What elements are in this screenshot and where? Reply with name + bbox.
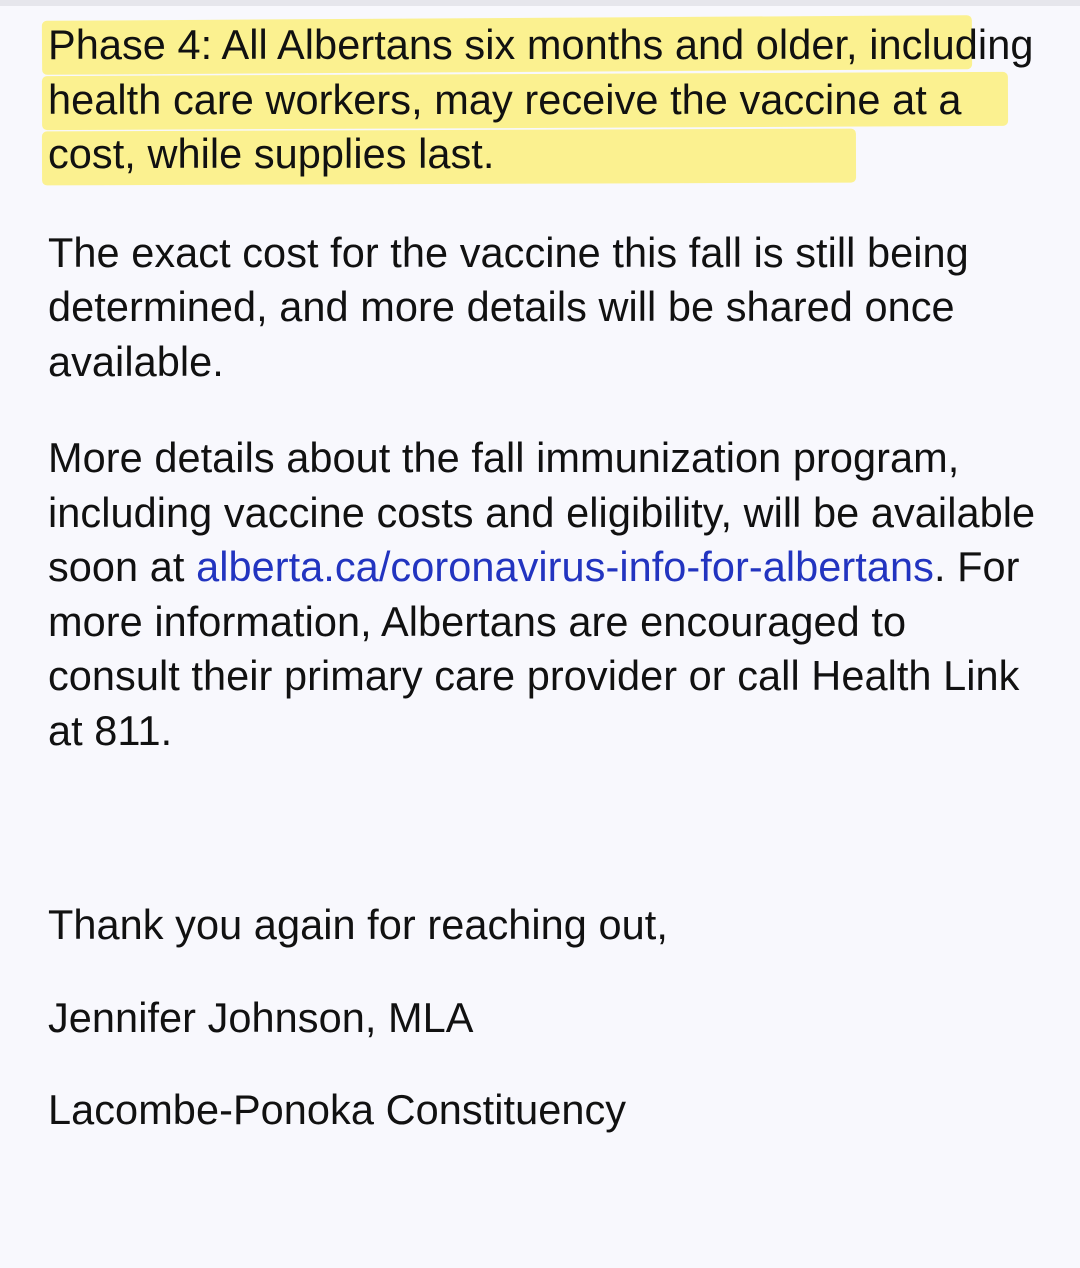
more-info-text: . For more information, Albertans are encouraged to consult their primary care provider or call Health Link at 811. — [48, 543, 1020, 754]
vaccine-cost-paragraph: The exact cost for the vaccine this fall is still being determined, and more details will be shared once available. — [48, 228, 969, 385]
more-details-paragraph — [48, 431, 1048, 758]
more-details-text: More details about the fall immunization program, including vaccine costs and eligibility, will be available soon at — [48, 434, 1036, 590]
alberta-coronavirus-link[interactable]: alberta.ca/coronavirus-info-for-albertans — [196, 543, 934, 590]
signature-constituency: Lacombe-Ponoka Constituency — [48, 1086, 627, 1133]
phase-4-paragraph: Phase 4: All Albertans six months and older, including health care workers, may receive the vaccine at a cost, while supplies last. — [48, 21, 1034, 177]
closing-line: Thank you again for reaching out, — [48, 901, 668, 948]
email-body — [48, 18, 1048, 1138]
highlighted-paragraph-block — [48, 18, 1048, 182]
top-divider — [0, 0, 1080, 6]
signature-name: Jennifer Johnson, MLA — [48, 993, 474, 1041]
